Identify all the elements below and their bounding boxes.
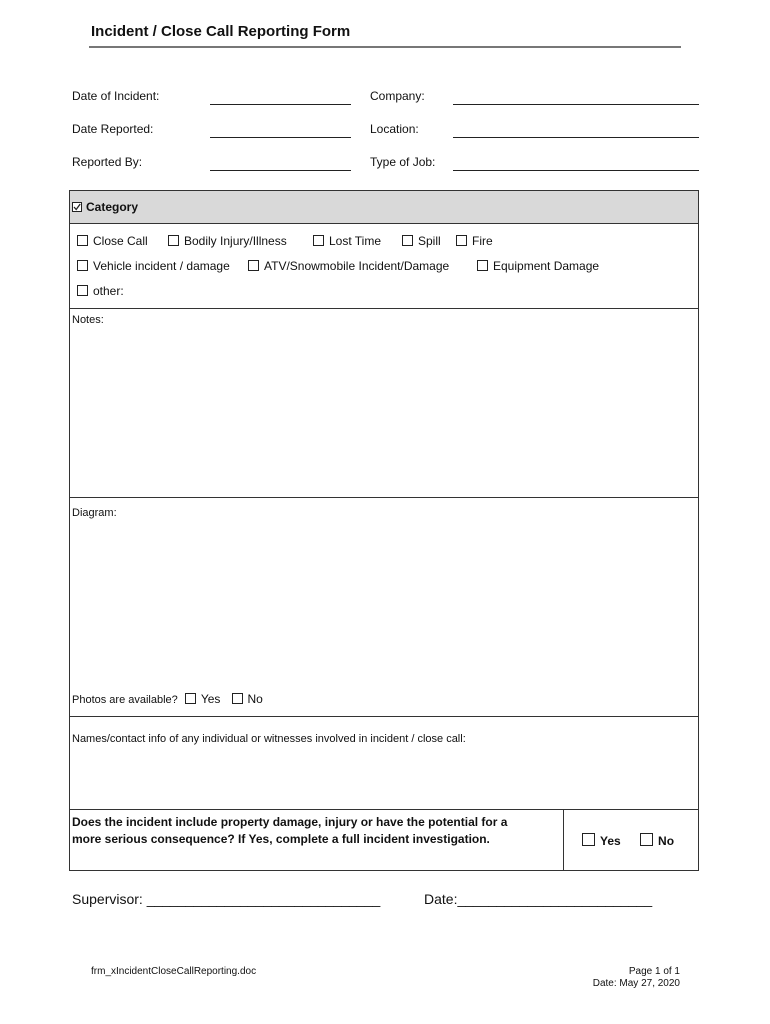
question-column-divider <box>563 809 564 871</box>
divider-notes <box>69 308 699 309</box>
date-of-incident-label: Date of Incident: <box>72 89 160 103</box>
company-label: Company: <box>370 89 425 103</box>
location-label: Location: <box>370 122 419 136</box>
photos-no-label: No <box>247 692 263 706</box>
checkbox-icon[interactable] <box>77 285 88 296</box>
reported-by-label: Reported By: <box>72 155 143 169</box>
question-yes-no <box>582 833 674 848</box>
footer-filename: frm_xIncidentCloseCallReporting.doc <box>91 966 257 977</box>
question-no-label: No <box>658 834 675 848</box>
type-of-job-label: Type of Job: <box>370 155 436 169</box>
photos-row <box>72 692 263 706</box>
investigation-question <box>72 814 557 848</box>
diagram-label: Diagram: <box>72 507 117 519</box>
date-reported-label: Date Reported: <box>72 122 154 136</box>
option-bodily-injury[interactable]: Bodily Injury/Illness <box>168 234 287 248</box>
form-title: Incident / Close Call Reporting Form <box>91 23 351 40</box>
photos-yes-label: Yes <box>200 692 221 706</box>
question-line-1: Does the incident include property damage, injury or have the potential for a <box>72 815 508 829</box>
checkbox-icon[interactable] <box>77 235 88 246</box>
category-header <box>70 191 698 224</box>
photos-no-checkbox[interactable] <box>232 693 243 704</box>
option-atv-snowmobile[interactable]: ATV/Snowmobile Incident/Damage <box>248 259 449 273</box>
date-of-incident-field[interactable] <box>210 104 351 105</box>
option-spill[interactable]: Spill <box>402 234 441 248</box>
checkbox-icon[interactable] <box>402 235 413 246</box>
form-box <box>69 190 699 871</box>
option-fire[interactable]: Fire <box>456 234 493 248</box>
checkbox-icon[interactable] <box>313 235 324 246</box>
question-yes-label: Yes <box>600 834 621 848</box>
divider-question <box>69 809 699 810</box>
category-title <box>72 200 138 214</box>
question-yes-checkbox[interactable] <box>582 833 595 846</box>
notes-label: Notes: <box>72 314 104 326</box>
title-rule <box>89 46 681 48</box>
photos-yes-checkbox[interactable] <box>185 693 196 704</box>
checkbox-icon[interactable] <box>456 235 467 246</box>
supervisor-signature-line[interactable]: Supervisor: ______________________________ <box>72 891 381 907</box>
date-reported-field[interactable] <box>210 137 351 138</box>
footer-page-number: Page 1 of 1 <box>628 966 680 977</box>
checkbox-icon[interactable] <box>477 260 488 271</box>
option-vehicle-incident[interactable]: Vehicle incident / damage <box>77 259 230 273</box>
option-close-call[interactable]: Close Call <box>77 234 148 248</box>
location-field[interactable] <box>453 137 699 138</box>
checkbox-icon[interactable] <box>168 235 179 246</box>
checked-box-icon <box>72 202 82 212</box>
reported-by-field[interactable] <box>210 170 351 171</box>
type-of-job-field[interactable] <box>453 170 699 171</box>
witnesses-label: Names/contact info of any individual or witnesses involved in incident / close call: <box>72 733 466 745</box>
signature-date-line[interactable]: Date:_________________________ <box>424 891 653 907</box>
checkbox-icon[interactable] <box>248 260 259 271</box>
option-equipment-damage[interactable]: Equipment Damage <box>477 259 599 273</box>
option-other[interactable]: other: <box>77 284 124 298</box>
footer-date: Date: May 27, 2020 <box>592 978 680 989</box>
question-line-2: more serious consequence? If Yes, complete a full incident investigation. <box>72 832 490 846</box>
category-title-text: Category <box>86 200 139 214</box>
checkbox-icon[interactable] <box>77 260 88 271</box>
divider-witnesses <box>69 716 699 717</box>
divider-diagram <box>69 497 699 498</box>
company-field[interactable] <box>453 104 699 105</box>
option-lost-time[interactable]: Lost Time <box>313 234 381 248</box>
photos-label: Photos are available? <box>72 694 178 706</box>
question-no-checkbox[interactable] <box>640 833 653 846</box>
